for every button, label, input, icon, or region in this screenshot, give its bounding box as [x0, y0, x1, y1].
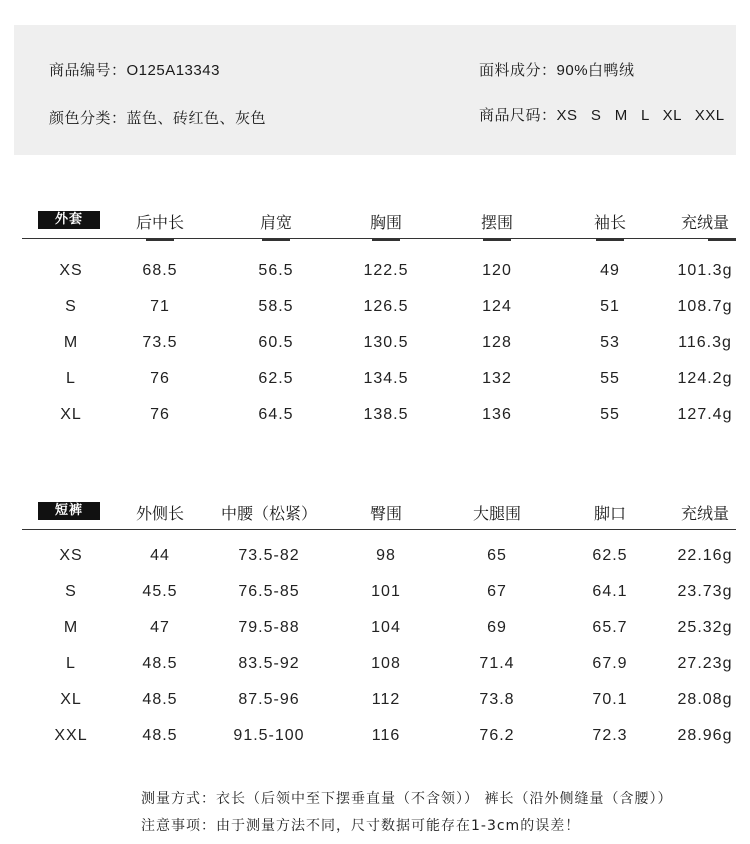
measurement-cell: 28.96g	[677, 727, 733, 744]
color-value: 蓝色、砖红色、灰色	[126, 109, 267, 127]
measurement-cell: 76	[150, 406, 170, 423]
size-cell: M	[63, 334, 79, 351]
measurement-cell: 48.5	[142, 655, 178, 672]
size-cell: S	[65, 298, 77, 315]
measurement-cell: 91.5-100	[233, 727, 305, 744]
measurement-cell: 60.5	[258, 334, 294, 351]
measurement-cell: 122.5	[363, 262, 409, 279]
coat-tag: 外套	[38, 211, 100, 229]
header-hem: 摆围	[480, 213, 514, 232]
size-cell: XL	[60, 691, 82, 708]
header-down-fill: 充绒量	[680, 213, 730, 232]
sku-label: 商品编号：	[49, 61, 127, 79]
header-sleeve: 袖长	[593, 213, 627, 232]
measurement-cell: 130.5	[363, 334, 409, 351]
measurement-cell: 134.5	[363, 370, 409, 387]
measurement-cell: 47	[150, 619, 170, 636]
measurement-cell: 64.5	[258, 406, 294, 423]
measurement-cell: 51	[600, 298, 620, 315]
size-cell: S	[65, 583, 77, 600]
measurement-cell: 25.32g	[677, 619, 733, 636]
measurement-cell: 23.73g	[677, 583, 733, 600]
measurement-cell: 28.08g	[677, 691, 733, 708]
measurement-cell: 48.5	[142, 691, 178, 708]
measurement-cell: 65.7	[592, 619, 628, 636]
size-cell: L	[66, 370, 76, 387]
measurement-cell: 73.5	[142, 334, 178, 351]
coat-tick	[262, 239, 290, 241]
sku-value: O125A13343	[126, 62, 220, 79]
header-outseam: 外侧长	[135, 504, 185, 523]
measurement-cell: 83.5-92	[238, 655, 300, 672]
size-label: 商品尺码：	[479, 106, 557, 124]
measurement-cell: 45.5	[142, 583, 178, 600]
header-leg-opening: 脚口	[593, 504, 627, 523]
header-chest: 胸围	[369, 213, 403, 232]
product-info-panel	[14, 25, 736, 155]
fabric-label: 面料成分：	[479, 61, 557, 79]
coat-tick	[146, 239, 174, 241]
coat-size-table	[22, 208, 736, 438]
measurement-cell: 55	[600, 370, 620, 387]
measurement-cell: 126.5	[363, 298, 409, 315]
measurement-cell: 69	[487, 619, 507, 636]
header-hip: 臀围	[369, 504, 403, 523]
coat-tick	[483, 239, 511, 241]
measurement-cell: 67.9	[592, 655, 628, 672]
measurement-cell: 108.7g	[677, 298, 733, 315]
measurement-cell: 132	[482, 370, 512, 387]
measurement-cell: 27.23g	[677, 655, 733, 672]
coat-tick	[708, 239, 736, 241]
measurement-cell: 101	[371, 583, 401, 600]
header-shoulder: 肩宽	[259, 213, 293, 232]
measurement-cell: 70.1	[592, 691, 628, 708]
measurement-cell: 128	[482, 334, 512, 351]
measurement-cell: 71.4	[479, 655, 515, 672]
size-cell: M	[63, 619, 79, 636]
measurement-cell: 73.5-82	[238, 547, 300, 564]
size-cell: XXL	[54, 727, 88, 744]
measurement-cell: 112	[371, 691, 401, 708]
measurement-cell: 76	[150, 370, 170, 387]
header-waist: 中腰（松紧）	[220, 504, 318, 523]
measurement-cell: 136	[482, 406, 512, 423]
size-info	[479, 104, 725, 125]
measurement-cell: 76.2	[479, 727, 515, 744]
fabric-info	[479, 59, 635, 80]
measurement-cell: 87.5-96	[238, 691, 300, 708]
measurement-cell: 67	[487, 583, 507, 600]
sku-info	[49, 59, 220, 80]
measurement-cell: 72.3	[592, 727, 628, 744]
measurement-cell: 108	[371, 655, 401, 672]
size-value: XS S M L XL XXL	[556, 107, 725, 124]
shorts-tag: 短裤	[38, 502, 100, 520]
measurement-cell: 79.5-88	[238, 619, 300, 636]
coat-table-header	[22, 208, 736, 238]
color-info	[49, 107, 266, 128]
shorts-size-table	[22, 499, 736, 759]
size-cell: XL	[60, 406, 82, 423]
measurement-cell: 124	[482, 298, 512, 315]
size-cell: L	[66, 655, 76, 672]
coat-tick	[596, 239, 624, 241]
measurement-cell: 49	[600, 262, 620, 279]
shorts-table-header	[22, 499, 736, 529]
measurement-cell: 138.5	[363, 406, 409, 423]
color-label: 颜色分类：	[49, 109, 127, 127]
fabric-value: 90%白鸭绒	[556, 62, 635, 79]
measurement-cell: 65	[487, 547, 507, 564]
header-down-fill: 充绒量	[680, 504, 730, 523]
measurement-cell: 73.8	[479, 691, 515, 708]
size-cell: XS	[59, 547, 83, 564]
measurement-cell: 120	[482, 262, 512, 279]
measurement-method-note: 测量方式：衣长（后领中至下摆垂直量（不含领）） 裤长（沿外侧缝量（含腰））	[141, 791, 673, 807]
attention-note: 注意事项：由于测量方法不同，尺寸数据可能存在1-3cm的误差！	[141, 818, 581, 834]
measurement-cell: 116.3g	[678, 334, 732, 351]
measurement-cell: 71	[150, 298, 170, 315]
measurement-cell: 48.5	[142, 727, 178, 744]
header-thigh: 大腿围	[472, 504, 522, 523]
measurement-cell: 44	[150, 547, 170, 564]
measurement-cell: 104	[371, 619, 401, 636]
measurement-cell: 55	[600, 406, 620, 423]
measurement-cell: 124.2g	[677, 370, 733, 387]
shorts-header-divider	[22, 529, 736, 530]
header-back-length: 后中长	[135, 213, 185, 232]
measurement-cell: 62.5	[592, 547, 628, 564]
measurement-cell: 53	[600, 334, 620, 351]
coat-tick	[372, 239, 400, 241]
measurement-cell: 98	[376, 547, 396, 564]
measurement-cell: 101.3g	[677, 262, 733, 279]
measurement-cell: 56.5	[258, 262, 294, 279]
measurement-cell: 64.1	[592, 583, 628, 600]
measurement-cell: 68.5	[142, 262, 178, 279]
measurement-cell: 58.5	[258, 298, 294, 315]
measurement-cell: 116	[371, 727, 401, 744]
measurement-cell: 22.16g	[677, 547, 733, 564]
measurement-cell: 127.4g	[677, 406, 733, 423]
measurement-cell: 76.5-85	[238, 583, 300, 600]
size-cell: XS	[59, 262, 83, 279]
measurement-cell: 62.5	[258, 370, 294, 387]
